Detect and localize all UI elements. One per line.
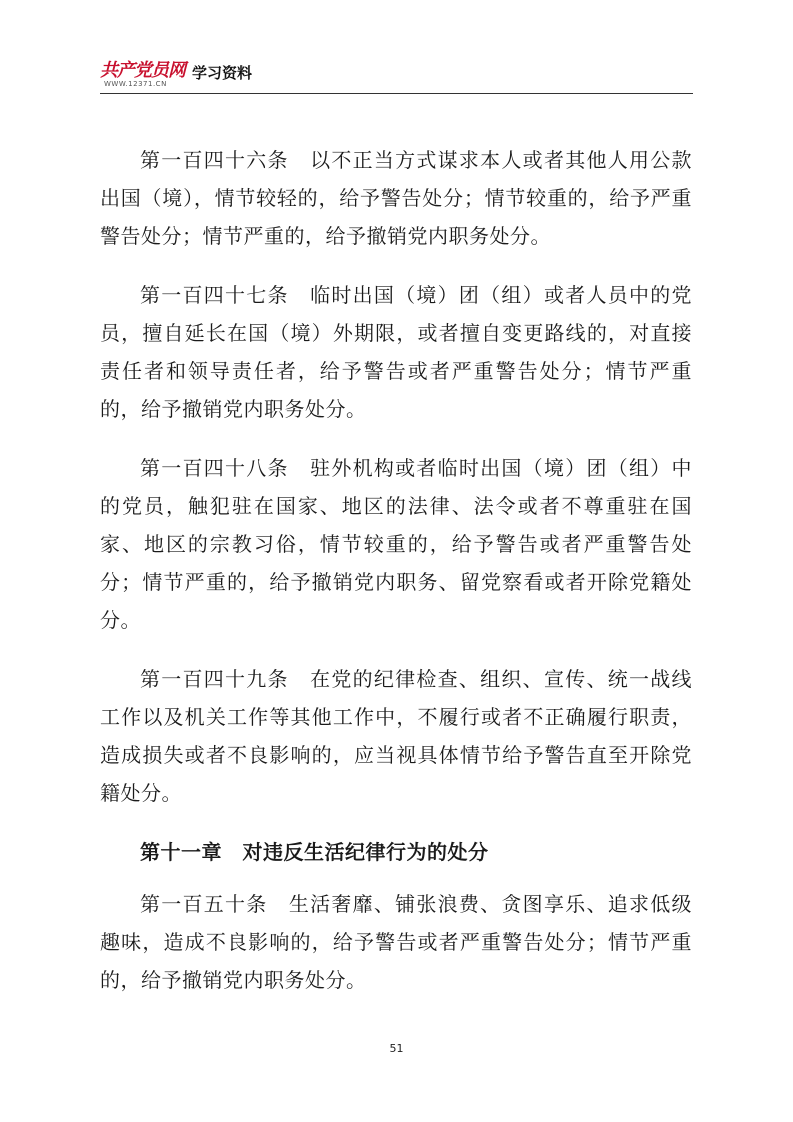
logo-url: WWW.12371.CN [104,80,167,88]
article-149: 第一百四十九条 在党的纪律检查、组织、宣传、统一战线工作以及机关工作等其他工作中，不履行或者不正确履行职责，造成损失或者不良影响的，应当视具体情节给予警告直至开除党籍处分。 [100,667,692,805]
site-logo [100,56,196,90]
header-title: 学习资料 [192,64,253,82]
article-148: 第一百四十八条 驻外机构或者临时出国（境）团（组）中的党员，触犯驻在国家、地区的法律、法令或者不尊重驻在国家、地区的宗教习俗，情节较重的，给予警告或者严重警告处分；情节严重的，给予撤销党内职务、留党察看或者开除党籍处分。 [100,456,692,632]
chapter-heading: 第十一章 对违反生活纪律行为的处分 [140,840,489,864]
article-150: 第一百五十条 生活奢靡、铺张浪费、贪图享乐、追求低级趣味，造成不良影响的，给予警告或者严重警告处分；情节严重的，给予撤销党内职务处分。 [100,892,692,992]
article-146: 第一百四十六条 以不正当方式谋求本人或者其他人用公款出国（境），情节较轻的，给予警告处分；情节较重的，给予严重警告处分；情节严重的，给予撤销党内职务处分。 [100,148,692,248]
logo-text: 共产党员网 [100,60,185,81]
document-body [100,141,692,1020]
article-147: 第一百四十七条 临时出国（境）团（组）或者人员中的党员，擅自延长在国（境）外期限，或者擅自变更路线的，对直接责任者和领导责任者，给予警告或者严重警告处分；情节严重的，给予撤销党内职务处分。 [100,283,692,421]
page-header [100,56,693,92]
header-divider [100,93,693,94]
page-number: 51 [389,1042,404,1055]
